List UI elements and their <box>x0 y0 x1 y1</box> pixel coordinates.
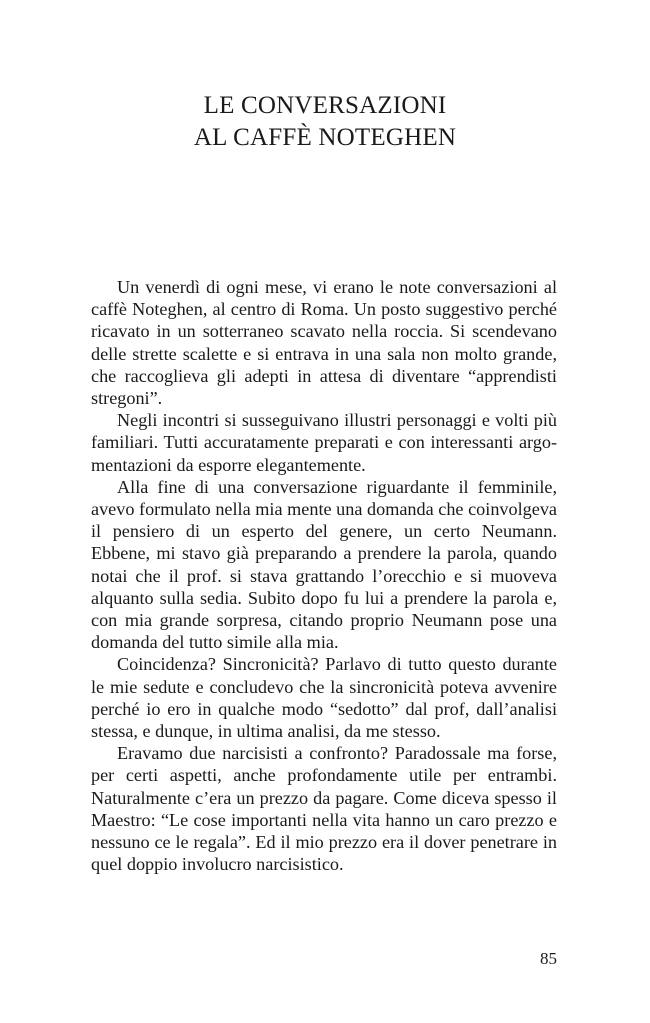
chapter-title <box>0 90 650 154</box>
paragraph: Un venerdì di ogni mese, vi erano le note conversazioni al caffè Noteghen, al centro di Roma. Un posto suggestivo perché ricavato in un sotterraneo scavato nella roccia. Si scendevano delle strette scalette e si entrava in una sala non molto grande, che raccoglieva gli adepti in attesa di diventare “apprendisti stregoni”. <box>91 277 557 409</box>
paragraph: Eravamo due narcisisti a confronto? Paradossale ma forse, per certi aspetti, anche profondamente utile per entrambi. Naturalmente c’era un prezzo da pagare. Come diceva spesso il Maestro: “Le cose importanti nella vita hanno un caro prezzo e nessuno ce le regala”. Ed il mio prezzo era il dover penetrare in quel doppio involucro narcisistico. <box>91 743 557 875</box>
chapter-title-line-1: LE CONVERSAZIONI <box>203 92 447 119</box>
paragraph: Coincidenza? Sincronicità? Parlavo di tutto questo durante le mie sedute e concludevo che la sincronicità poteva avvenire perché io ero in qualche modo “sedotto” dal prof, dall’analisi stessa, e dunque, in ultima analisi, da me stesso. <box>91 654 557 742</box>
chapter-body <box>91 276 557 875</box>
page-number: 85 <box>540 949 557 968</box>
paragraph: Alla fine di una conversazione riguardante il femminile, avevo formulato nella mia mente una domanda che coinvolgeva il pensiero di un esperto del genere, un certo Neumann. Ebbene, mi stavo già preparando a prendere la parola, quando notai che il prof. si stava grattando l’orecchio e si muoveva alquanto sulla sedia. Subito dopo fu lui a prendere la parola e, con mia grande sorpresa, citando proprio Neumann pose una domanda del tutto simile alla mia. <box>91 476 557 653</box>
paragraph: Negli incontri si susseguivano illustri personaggi e volti più familiari. Tutti accuratamente preparati e con interessanti argomentazioni da esporre elegantemente. <box>91 410 557 475</box>
chapter-title-line-2: AL CAFFÈ NOTEGHEN <box>193 124 457 151</box>
